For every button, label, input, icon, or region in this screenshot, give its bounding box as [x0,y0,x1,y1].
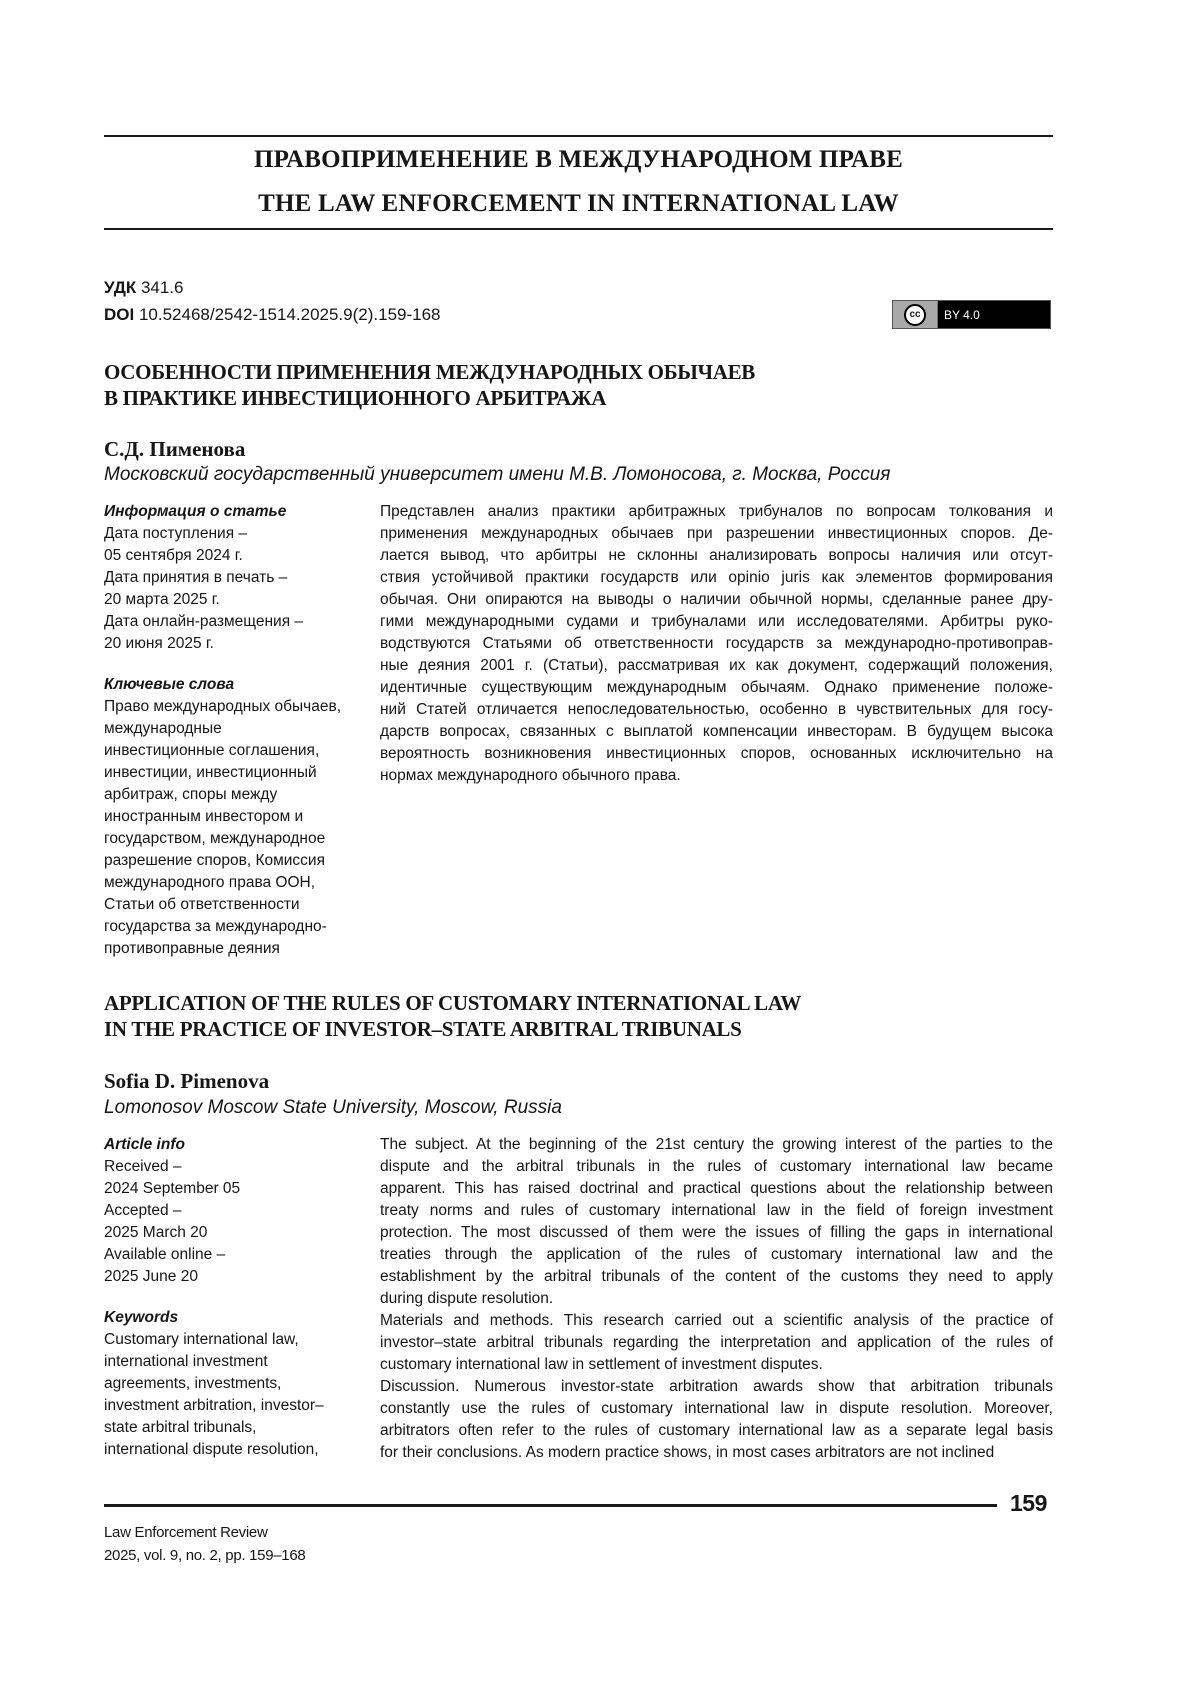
abstract-line [380,1266,1053,1288]
info-line: 2025 March 20 [104,1222,364,1244]
info-line: 20 июня 2025 г. [104,633,364,655]
info-line: 20 марта 2025 г. [104,589,364,611]
article-info-label-en: Article info [104,1134,364,1156]
info-line: инвестиции, инвестиционный [104,762,364,784]
info-line: international investment [104,1351,364,1373]
abstract-line [380,699,1053,721]
abstract-line [380,1156,1053,1178]
abstract-line-text: гими международными судами и трибуналами или исследователями. Арбитры руко- [380,611,1053,633]
doi-value: 10.52468/2542-1514.2025.9(2).159-168 [139,305,441,324]
abstract-line [380,1288,1053,1310]
keywords-ru [104,696,364,960]
section-title-en: THE LAW ENFORCEMENT IN INTERNATIONAL LAW [104,190,1053,218]
affiliation-en: Lomonosov Moscow State University, Moscow, Russia [104,1097,562,1119]
abstract-line [380,1200,1053,1222]
header-bottom-rule [104,228,1053,230]
info-line: Customary international law, [104,1329,364,1351]
keywords-label-ru: Ключевые слова [104,674,364,696]
creative-commons-icon [904,304,926,326]
info-line: Received – [104,1156,364,1178]
info-line: государством, международное [104,828,364,850]
info-line: investment arbitration, investor– [104,1395,364,1417]
abstract-line [380,501,1053,523]
abstract-line [380,1310,1053,1332]
abstract-line [380,545,1053,567]
info-line: арбитраж, споры между [104,784,364,806]
keywords-label-en: Keywords [104,1307,364,1329]
affiliation-ru: Московский государственный университет имени М.В. Ломоносова, г. Москва, Россия [104,464,890,486]
abstract-line [380,1376,1053,1398]
info-line: Дата онлайн-размещения – [104,611,364,633]
abstract-line [380,589,1053,611]
article-info-en [104,1134,364,1461]
cc-badge-left [893,301,938,328]
journal-name: Law Enforcement Review [104,1524,267,1541]
abstract-line [380,1354,1053,1376]
article-info-label-ru: Информация о статье [104,501,364,523]
info-line: государства за международно- [104,916,364,938]
doi [104,305,441,325]
abstract-line [380,677,1053,699]
abstract-line-text: dispute and the arbitral tribunals in the rules of customary international law became [380,1156,1053,1178]
abstract-line-text: Представлен анализ практики арбитражных трибуналов по вопросам толкования и [380,501,1053,523]
abstract-line-text: вероятность возникновения инвестиционных споров, основанных исключительно на [380,743,1053,765]
author-en: Sofia D. Pimenova [104,1069,269,1094]
abstract-line [380,655,1053,677]
abstract-line [380,523,1053,545]
info-line: разрешение споров, Комиссия [104,850,364,872]
abstract-line-text: treaty norms and rules of customary international law in the field of foreign investment [380,1200,1053,1222]
article-title-ru-line-1: ОСОБЕННОСТИ ПРИМЕНЕНИЯ МЕЖДУНАРОДНЫХ ОБЫЧАЕВ [104,360,755,385]
abstract-line [380,765,1053,787]
info-line: противоправные деяния [104,938,364,960]
abstract-line-text: treaties through the application of the rules of customary international law and the [380,1244,1053,1266]
info-line: Available online – [104,1244,364,1266]
abstract-line-text: Materials and methods. This research carried out a scientific analysis of the practice of [380,1310,1053,1332]
abstract-line-text: обычая. Они опираются на выводы о наличии обычной нормы, сделанные ранее дру- [380,589,1053,611]
abstract-line [380,1332,1053,1354]
article-info-dates-en [104,1156,364,1288]
cc-text: cc [909,309,920,320]
abstract-line-text: ний Статей отличается непоследовательностью, особенно в чувствительных для госу- [380,699,1053,721]
info-line: state arbitral tribunals, [104,1417,364,1439]
author-ru: С.Д. Пименова [104,437,245,462]
abstract-line-text: customary international law in settlement of investment disputes. [380,1354,823,1376]
info-line: Дата принятия в печать – [104,567,364,589]
info-line: иностранным инвестором и [104,806,364,828]
article-title-en-line-1: APPLICATION OF THE RULES OF CUSTOMARY INTERNATIONAL LAW [104,991,801,1016]
abstract-line-text: дарств вопросах, связанных с выплатой компенсации инвесторам. В будущем высока [380,721,1053,743]
abstract-line-text: The subject. At the beginning of the 21st century the growing interest of the parties to the [380,1134,1053,1156]
info-line: Accepted – [104,1200,364,1222]
abstract-line-text: apparent. This has raised doctrinal and practical questions about the relationship between [380,1178,1053,1200]
abstract-line [380,633,1053,655]
article-info-dates-ru [104,523,364,655]
info-line: 2025 June 20 [104,1266,364,1288]
article-info-ru [104,501,364,960]
abstract-en [380,1134,1053,1464]
info-line: Статьи об ответственности [104,894,364,916]
page-number: 159 [1010,1490,1047,1517]
abstract-line [380,611,1053,633]
journal-citation: 2025, vol. 9, no. 2, pp. 159–168 [104,1547,305,1564]
info-line: инвестиционные соглашения, [104,740,364,762]
abstract-line-text: ствия устойчивой практики государств или opinio juris как элементов формирования [380,567,1053,589]
abstract-line [380,1134,1053,1156]
info-line: agreements, investments, [104,1373,364,1395]
cc-license-badge[interactable] [892,300,1051,329]
keywords-en [104,1329,364,1461]
info-line: 05 сентября 2024 г. [104,545,364,567]
article-title-en-line-2: IN THE PRACTICE OF INVESTOR–STATE ARBITRAL TRIBUNALS [104,1017,742,1042]
abstract-line [380,567,1053,589]
abstract-line-text: ные деяния 2001 г. (Статьи), рассматривая их как документ, содержащий положения, [380,655,1053,677]
udk-value: 341.6 [141,278,184,297]
header-top-rule [104,135,1053,137]
info-line: Дата поступления – [104,523,364,545]
abstract-line-text: establishment by the arbitral tribunals of the content of the customs they need to apply [380,1266,1053,1288]
abstract-line [380,1244,1053,1266]
abstract-line-text: применения международных обычаев при разрешении инвестиционных споров. Де- [380,523,1053,545]
doi-label: DOI [104,305,134,324]
abstract-line-text: protection. The most discussed of them were the issues of filling the gaps in international [380,1222,1053,1244]
info-line: международного права ООН, [104,872,364,894]
license-text: BY 4.0 [944,308,980,322]
info-line: 2024 September 05 [104,1178,364,1200]
abstract-line [380,1222,1053,1244]
footer-rule [104,1504,997,1507]
abstract-line [380,721,1053,743]
section-title-ru: ПРАВОПРИМЕНЕНИЕ В МЕЖДУНАРОДНОМ ПРАВЕ [104,146,1053,174]
abstract-line [380,743,1053,765]
abstract-line-text: идентичные существующим международным обычаям. Однако применение положе- [380,677,1053,699]
abstract-line-text: for their conclusions. As modern practice shows, in most cases arbitrators are not inclined [380,1442,994,1464]
udk-label: УДК [104,278,136,297]
abstract-ru [380,501,1053,787]
abstract-line-text: arbitrators often refer to the rules of customary international law as a separate legal basis [380,1420,1053,1442]
abstract-line-text: Discussion. Numerous investor-state arbitration awards show that arbitration tribunals [380,1376,1053,1398]
abstract-line [380,1398,1053,1420]
abstract-line-text: constantly use the rules of customary international law in dispute resolution. Moreover, [380,1398,1053,1420]
abstract-line-text: водствуются Статьями об ответственности государств за международно-противоправ- [380,633,1053,655]
info-line: Право международных обычаев, [104,696,364,718]
abstract-line-text: during dispute resolution. [380,1288,553,1310]
abstract-line-text: нормах международного обычного права. [380,765,681,787]
abstract-line [380,1178,1053,1200]
abstract-line [380,1442,1053,1464]
abstract-line-text: лается вывод, что арбитры не склонны анализировать вопросы наличия или отсут- [380,545,1053,567]
article-title-ru-line-2: В ПРАКТИКЕ ИНВЕСТИЦИОННОГО АРБИТРАЖА [104,386,606,411]
info-line: international dispute resolution, [104,1439,364,1461]
info-line: международные [104,718,364,740]
udk [104,278,183,298]
abstract-line [380,1420,1053,1442]
abstract-line-text: investor–state arbitral tribunals regarding the interpretation and application of the rules of [380,1332,1053,1354]
